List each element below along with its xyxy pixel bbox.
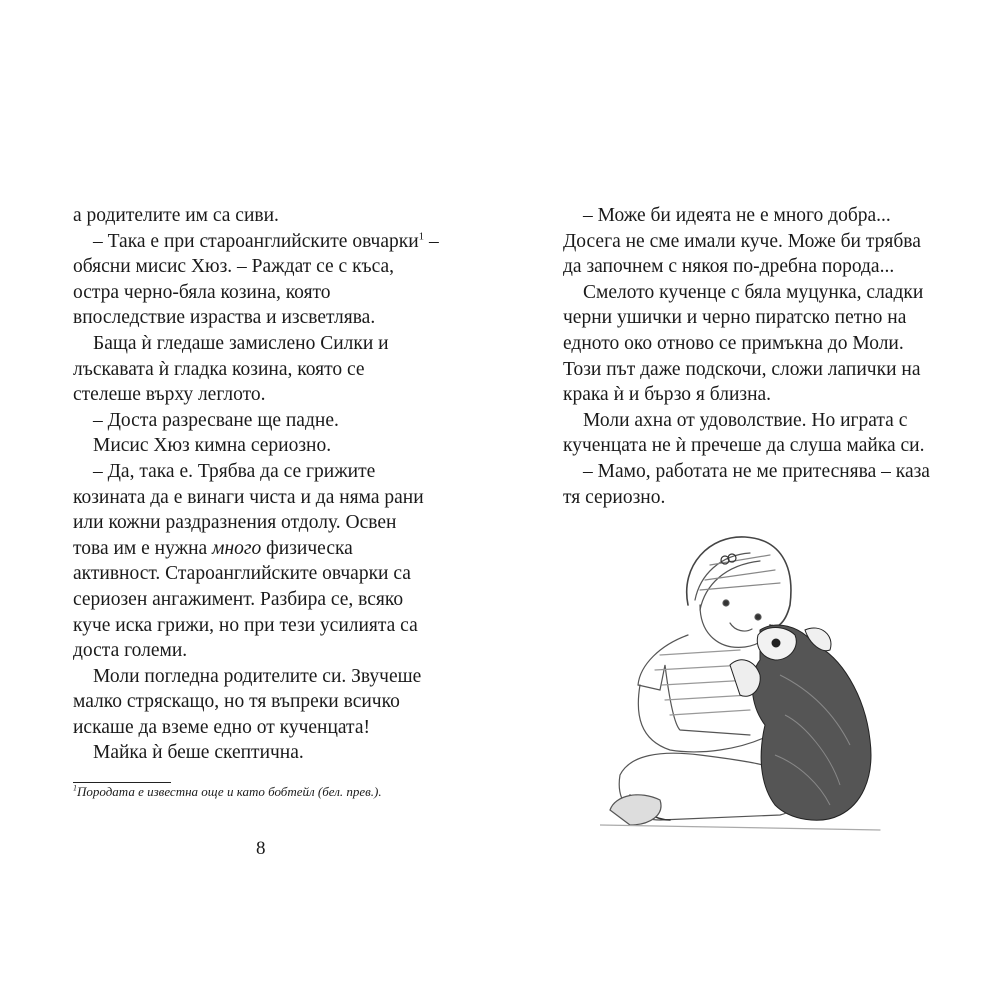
line-text: остра черно-бяла козина, която [73,281,331,303]
line-text-tail: – [424,230,439,252]
line-text: Моли погледна родителите си. Звучеше [93,665,422,687]
text-line [73,689,433,715]
text-line [73,715,433,741]
line-text: обясни мисис Хюз. – Раждат се с къса, [73,256,395,278]
line-text: а родителите им са сиви. [73,205,279,226]
girl-with-puppy-illustration [600,525,885,840]
text-line [73,561,433,587]
line-text: Смелото кученце с бяла муцунка, сладки [583,281,924,303]
text-line [563,203,943,229]
line-text: малко стряскащо, но тя въпреки всичко [73,691,400,713]
text-line [73,536,433,562]
line-text: Баща ѝ гледаше замислено Силки и [93,332,389,354]
text-line [563,254,943,280]
right-column [563,203,943,510]
text-line [73,357,433,383]
line-text: Моли ахна от удоволствие. Но играта с [583,409,908,431]
text-line [563,408,943,434]
footnote-text: Породата е известна още и като бобтейл (бел. прев.). [77,784,382,799]
line-text: искаше да вземе едно от кученцата! [73,716,370,738]
text-line [73,510,433,536]
text-line [73,664,433,690]
line-text: стелеше върху леглото. [73,384,266,406]
line-text: – Да, така е. Трябва да се грижите [93,460,376,482]
line-text-tail: физическа [261,537,353,559]
line-text: крака ѝ и бързо я близна. [563,384,772,406]
line-text: тя сериозно. [563,486,666,508]
line-text: Този път даже подскочи, сложи лапички на [563,358,921,380]
line-text: – Така е при староанглийските овчарки [93,230,419,252]
text-line [73,382,433,408]
text-line [73,638,433,664]
text-line [73,433,433,459]
text-line [73,485,433,511]
text-line [73,305,433,331]
text-line [73,613,433,639]
text-line [73,408,433,434]
text-line [73,254,433,280]
text-line [563,229,943,255]
text-line [563,382,943,408]
line-text: козината да е винаги чиста и да няма рани [73,486,424,508]
footnote-marker: 1 [73,783,77,793]
text-line [73,587,433,613]
text-line [73,459,433,485]
text-line [563,280,943,306]
text-line [73,740,433,766]
line-text: – Мамо, работата не ме притеснява – каза [583,460,930,482]
line-text: да започнем с някоя по-дребна порода... [563,256,895,278]
line-text: черни ушички и черно пиратско петно на [563,307,907,329]
text-line [563,331,943,357]
line-text: Досега не сме имали куче. Може би трябва [563,230,921,252]
line-text: – Може би идеята не е много добра... [583,205,891,226]
line-text: кученцата не ѝ пречеше да слуша майка си. [563,435,925,457]
footnote-rule [73,782,171,783]
text-line [563,433,943,459]
line-text: – Доста разресване ще падне. [93,409,339,431]
text-line [563,305,943,331]
line-text: това им е нужна [73,537,213,559]
line-text: доста големи. [73,640,188,662]
left-column [73,203,439,766]
text-line [73,280,433,306]
line-text: Майка ѝ беше скептична. [93,742,304,764]
text-line [563,459,943,485]
text-line [73,331,433,357]
text-line [73,229,439,255]
line-text: активност. Староанглийските овчарки са [73,563,411,585]
line-text: едното око отново се примъкна до Моли. [563,332,904,354]
footnote-reference: 1 [418,230,425,243]
line-text: впоследствие израства и изсветлява. [73,307,376,329]
text-line [73,203,433,229]
text-line [563,485,943,511]
line-text: или кожни раздразнения отдолу. Освен [73,512,397,534]
text-line [563,357,943,383]
page-number: 8 [256,838,266,859]
line-text: сериозен ангажимент. Разбира се, всяко [73,588,404,610]
line-text: лъскавата ѝ гладка козина, която се [73,358,365,380]
line-text: куче иска грижи, но при тези усилията са [73,614,418,636]
footnote [73,784,382,800]
emphasis-text: много [212,537,262,559]
line-text: Мисис Хюз кимна сериозно. [93,435,332,457]
